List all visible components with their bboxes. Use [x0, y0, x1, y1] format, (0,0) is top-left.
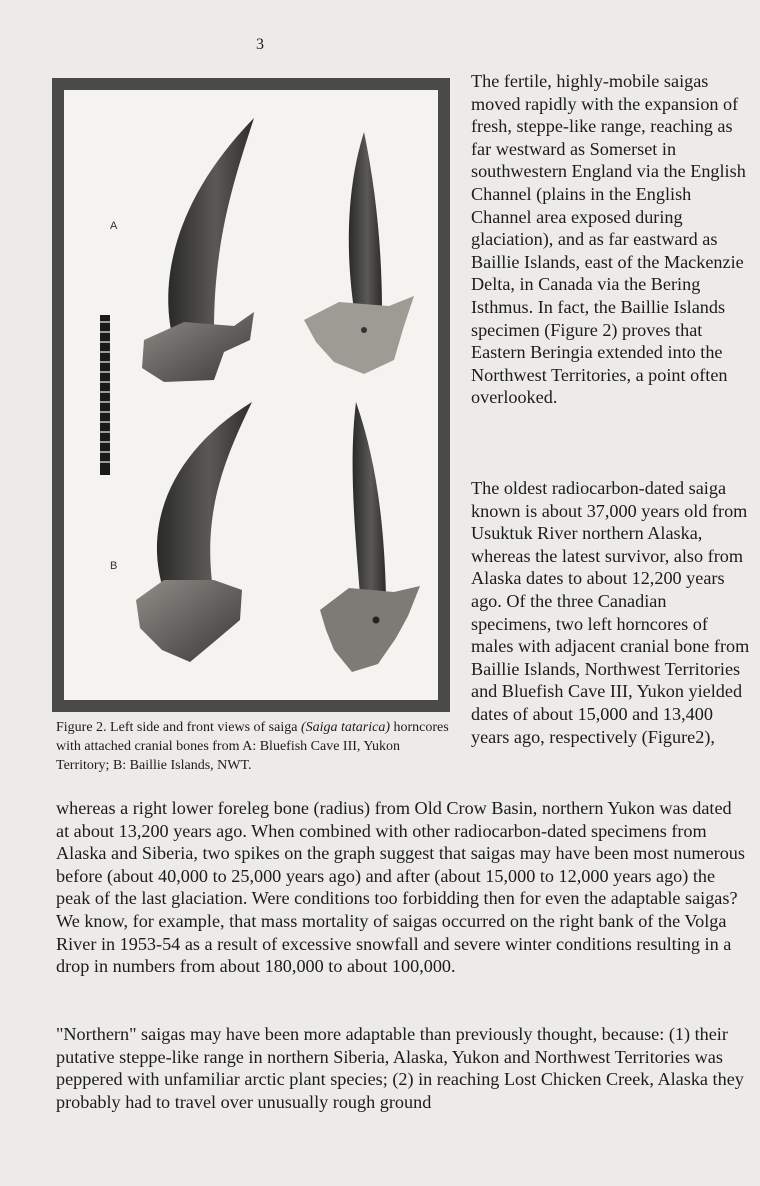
caption-species: (Saiga tatarica) [300, 720, 390, 735]
figure-2-photo [52, 78, 450, 712]
page-number: 3 [256, 36, 264, 53]
horncore-a-side [142, 118, 254, 382]
horncore-b-front [320, 402, 420, 672]
scale-bar [100, 315, 110, 475]
caption-suffix: horncores with attached cranial bones from A: Bluefish Cave III, Yukon Territory; B: Baillie Islands, NWT. [56, 720, 449, 773]
caption-prefix: Figure 2. Left side and front views of saiga [56, 720, 301, 735]
horncore-a-front [304, 132, 414, 374]
paragraph-2-continued: whereas a right lower foreleg bone (radius) from Old Crow Basin, northern Yukon was dated at about 13,200 years ago. When combined with other radiocarbon-dated specimens from Alaska and Siberia, two spikes on the graph suggest that saigas may have been most numerous before (about 40,000 to 25,000 years ago) and after (about 15,000 to 12,000 years ago) the peak of the last glaciation. Were conditions too forbidding then for even the adaptable saigas? We know, for example, that mass mortality of saigas occurred on the right bank of the Volga River in 1953-54 as a result of excessive snowfall and severe winter conditions resulting in a drop in numbers from about 180,000 to about 100,000. [56, 798, 745, 977]
horncore-illustration [64, 90, 438, 700]
paragraph-2-column: The oldest radiocarbon-dated saiga known is about 37,000 years old from Usuktuk River northern Alaska, whereas the latest survivor, also from Alaska dates to about 12,200 years ago. Of the three Canadian specimens, two left horncores of males with adjacent cranial bone from Baillie Islands, Northwest Territories and Bluefish Cave III, Yukon yielded dates of about 15,000 and 13,400 years ago, respectively (Figure2), [471, 478, 750, 747]
figure-caption [56, 718, 452, 775]
paragraph-1: The fertile, highly-mobile saigas moved rapidly with the expansion of fresh, steppe-like range, reaching as far westward as Somerset in southwestern England via the English Channel (plains in the English Channel area exposed during glaciation), and as far eastward as Baillie Islands, east of the Mackenzie Delta, in Canada via the Bering Isthmus. In fact, the Baillie Islands specimen (Figure 2) proves that Eastern Beringia extended into the Northwest Territories, a point often overlooked. [471, 71, 746, 408]
panel-b-label: B [110, 560, 118, 572]
panel-a-label: A [110, 220, 118, 232]
horncore-b-side [136, 402, 252, 662]
paragraph-3: "Northern" saigas may have been more adaptable than previously thought, because: (1) their putative steppe-like range in northern Siberia, Alaska, Yukon and Northwest Territories was peppered with unfamiliar arctic plant species; (2) in reaching Lost Chicken Creek, Alaska they probably had to travel over unusually rough ground [56, 1024, 744, 1112]
figure-photo-area [64, 90, 438, 700]
